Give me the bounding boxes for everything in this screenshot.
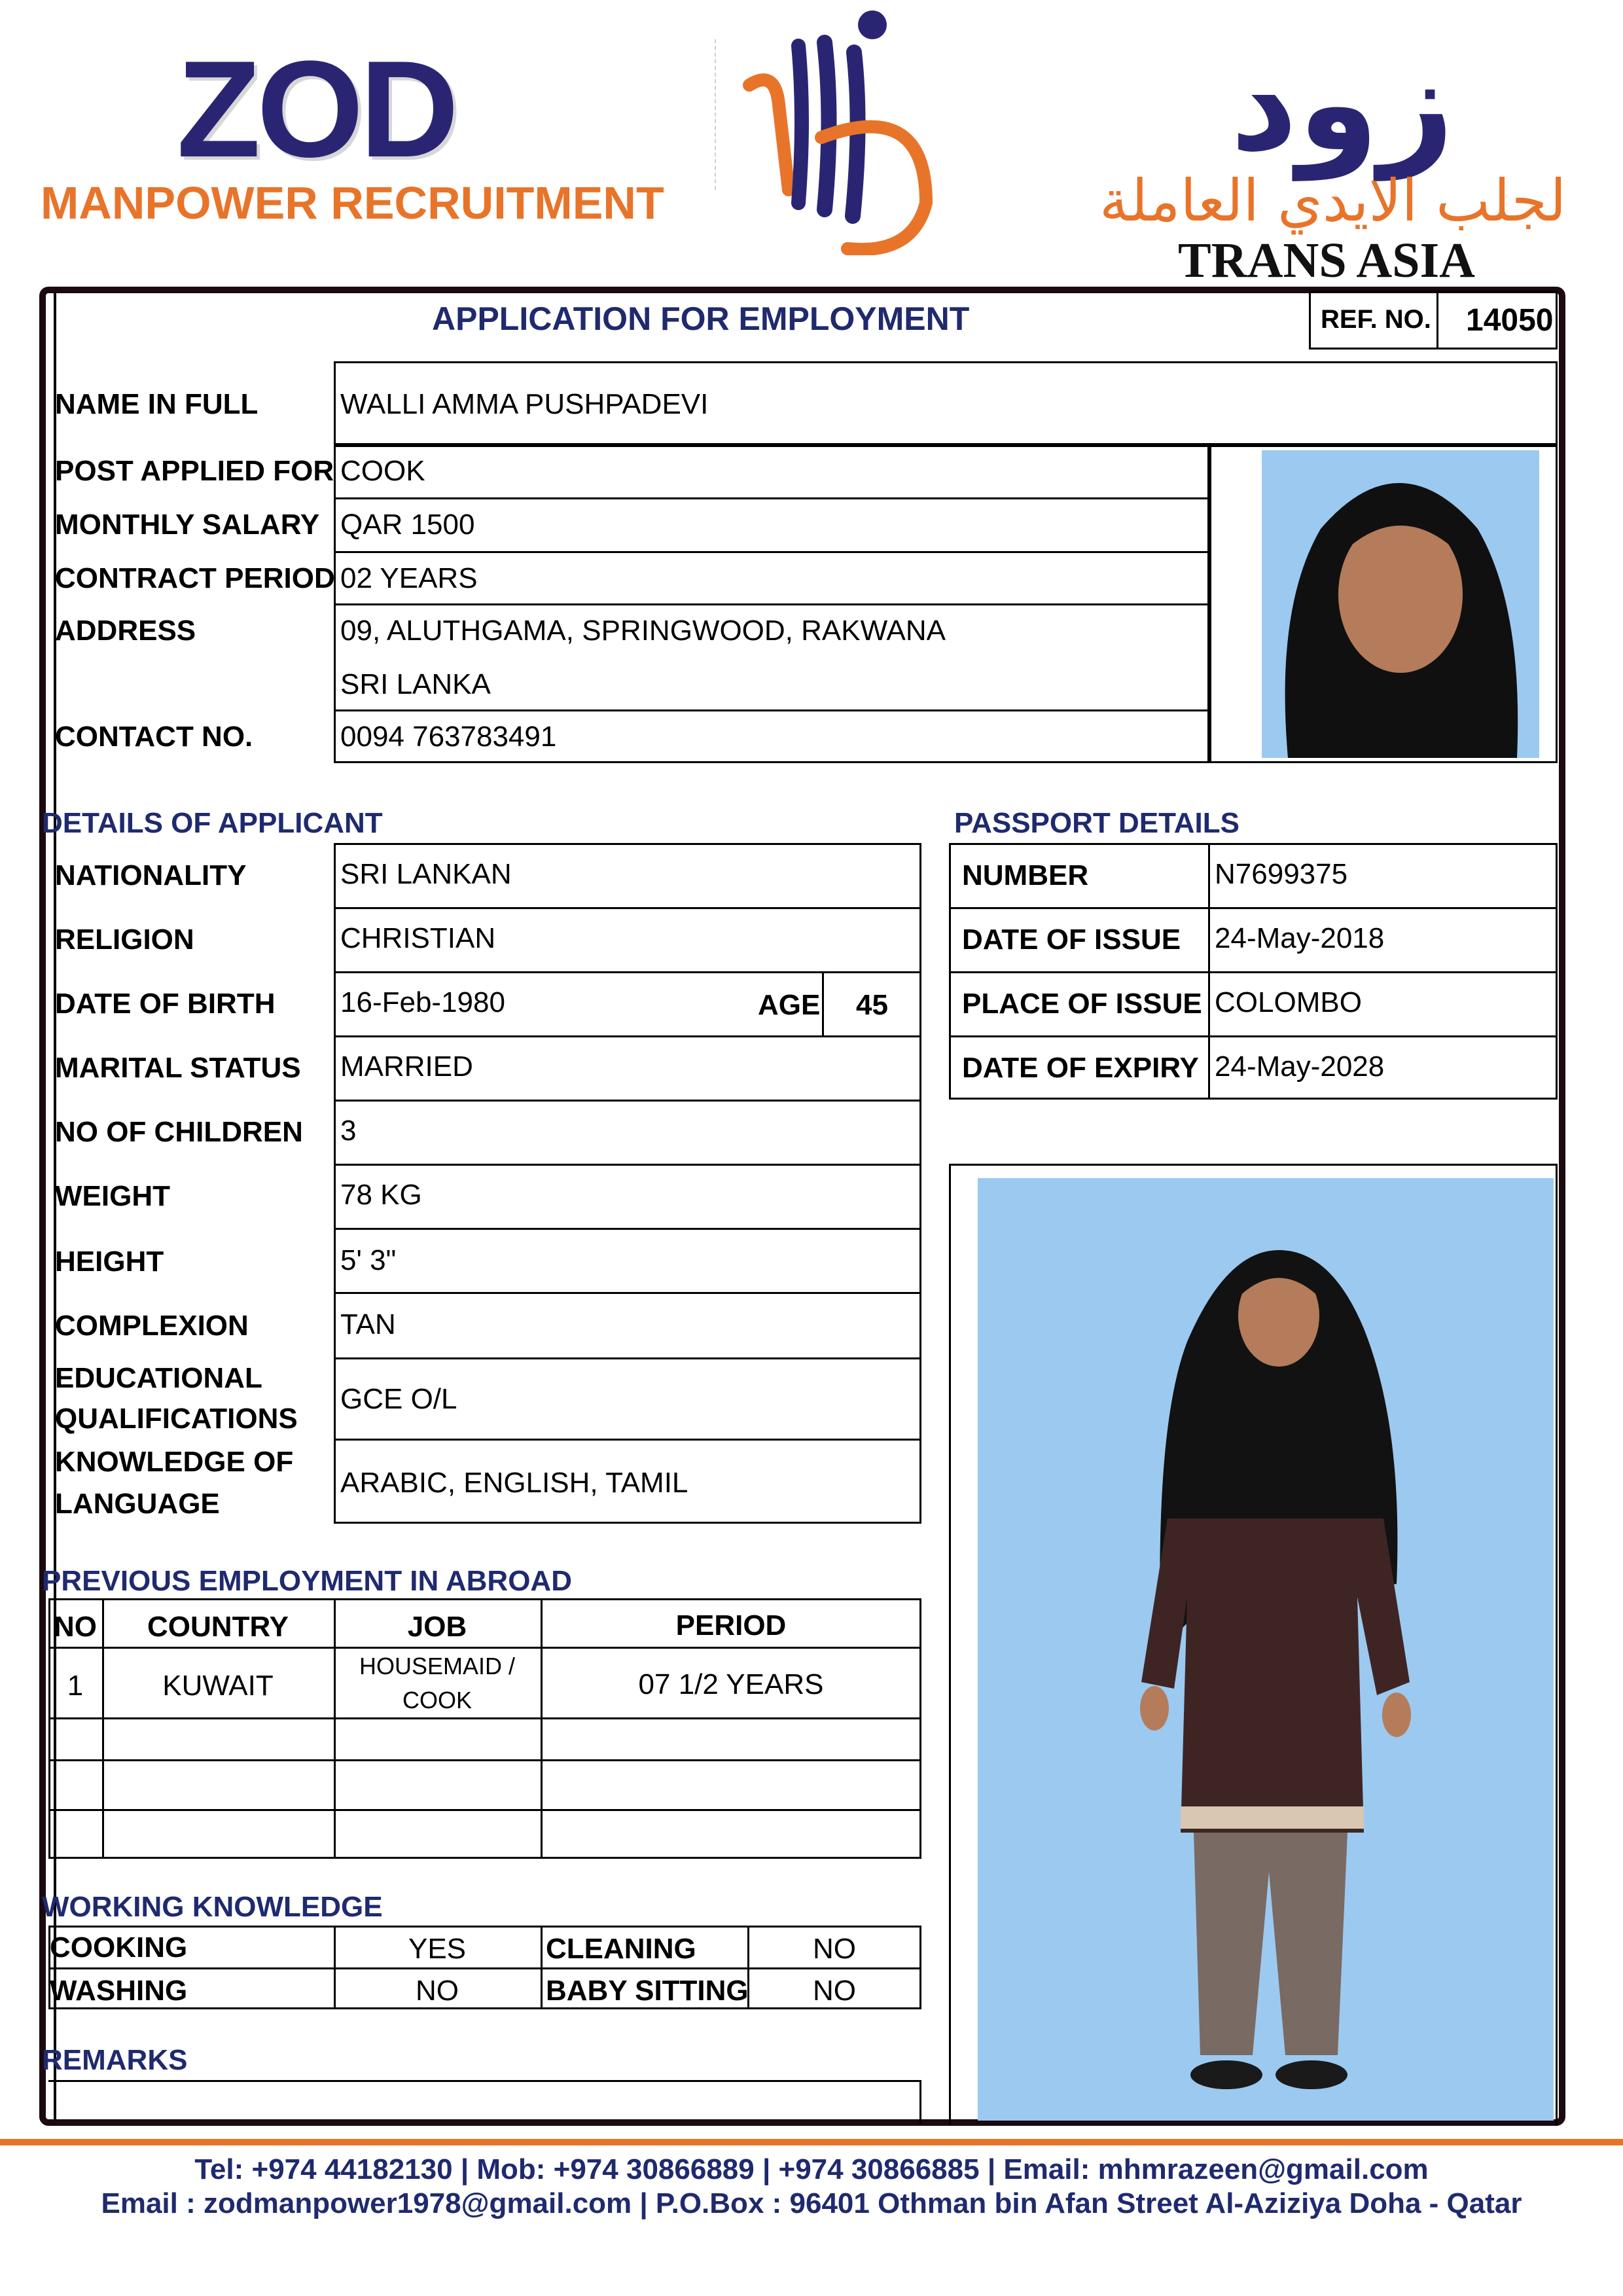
cooking-value: YES — [408, 1933, 467, 1965]
expiry-date-value: 24-May-2028 — [1215, 1050, 1385, 1083]
age-value: 45 — [856, 989, 888, 1021]
address-line2: SRI LANKA — [340, 668, 491, 700]
post-label: POST APPLIED FOR — [55, 455, 334, 487]
arabic-subtitle: لجلب الايدي العاملة — [1099, 167, 1567, 234]
post-value: COOK — [340, 455, 425, 487]
salary-value: QAR 1500 — [340, 509, 475, 541]
marital-value: MARRIED — [340, 1050, 473, 1083]
weight-label: WEIGHT — [55, 1180, 170, 1212]
col-country-header: COUNTRY — [147, 1611, 289, 1643]
religion-value: CHRISTIAN — [340, 922, 496, 954]
issue-date-label: DATE OF ISSUE — [962, 924, 1181, 956]
babysitting-value: NO — [813, 1975, 856, 2007]
contract-value: 02 YEARS — [340, 562, 478, 594]
complexion-label: COMPLEXION — [55, 1310, 249, 1342]
name-value: WALLI AMMA PUSHPADEVI — [340, 388, 709, 420]
ref-value: 14050 — [1466, 303, 1554, 338]
employment-row-job-line1: HOUSEMAID / — [359, 1653, 516, 1679]
col-period-header: PERIOD — [675, 1609, 787, 1641]
remarks-section-title: REMARKS — [42, 2044, 188, 2076]
nationality-value: SRI LANKAN — [340, 858, 512, 890]
contact-label: CONTACT NO. — [55, 721, 253, 753]
contract-label: CONTRACT PERIOD — [55, 562, 335, 594]
salary-label: MONTHLY SALARY — [55, 509, 320, 541]
header-divider — [715, 39, 716, 190]
expiry-date-label: DATE OF EXPIRY — [962, 1052, 1199, 1084]
washing-label: WASHING — [50, 1975, 188, 2007]
babysitting-label: BABY SITTING — [546, 1975, 749, 2007]
passport-number-label: NUMBER — [962, 859, 1089, 891]
issue-place-value: COLOMBO — [1215, 986, 1362, 1018]
religion-label: RELIGION — [55, 924, 194, 956]
issue-place-label: PLACE OF ISSUE — [962, 988, 1202, 1020]
col-no-header: NO — [54, 1611, 97, 1643]
footer-divider — [0, 2139, 1623, 2145]
washing-value: NO — [416, 1975, 459, 2007]
employment-row-no: 1 — [67, 1670, 84, 1702]
ref-label: REF. NO. — [1321, 305, 1431, 334]
education-label-2: QUALIFICATIONS — [55, 1403, 298, 1435]
language-label-1: KNOWLEDGE OF — [55, 1446, 294, 1478]
issue-date-value: 24-May-2018 — [1215, 922, 1385, 954]
weight-value: 78 KG — [340, 1179, 422, 1211]
name-label: NAME IN FULL — [55, 388, 259, 420]
height-value: 5' 3" — [340, 1244, 397, 1276]
height-label: HEIGHT — [55, 1246, 164, 1278]
nationality-label: NATIONALITY — [55, 859, 247, 891]
footer-contact-line: Tel: +974 44182130 | Mob: +974 30866889 | +974 30866885 | Email: mhmrazeen@gmail.com — [194, 2153, 1429, 2185]
fullbody-photo — [978, 1178, 1554, 2121]
arabic-logo-text: زود — [1230, 28, 1455, 181]
cooking-label: COOKING — [50, 1931, 188, 1964]
passport-number-value: N7699375 — [1215, 858, 1348, 890]
employment-row-period: 07 1/2 YEARS — [638, 1668, 824, 1700]
dob-value: 16-Feb-1980 — [340, 986, 505, 1018]
zod-logo-text: ZOD — [177, 32, 455, 186]
contact-value: 0094 763783491 — [340, 721, 557, 753]
employment-section-title: PREVIOUS EMPLOYMENT IN ABROAD — [42, 1565, 572, 1597]
passport-section-title: PASSPORT DETAILS — [954, 807, 1240, 839]
footer-address-line: Email : zodmanpower1978@gmail.com | P.O.Box : 96401 Othman bin Afan Street Al-Aziziya Doha - Qatar — [101, 2187, 1522, 2219]
col-job-header: JOB — [407, 1611, 467, 1643]
language-label-2: LANGUAGE — [55, 1488, 220, 1520]
employment-row-country: KUWAIT — [162, 1670, 274, 1702]
address-line1: 09, ALUTHGAMA, SPRINGWOOD, RAKWANA — [340, 615, 946, 647]
remarks-line — [48, 2080, 921, 2082]
marital-label: MARITAL STATUS — [55, 1052, 301, 1084]
employment-row-job-line2: COOK — [402, 1687, 472, 1713]
cleaning-label: CLEANING — [546, 1933, 696, 1965]
skills-section-title: WORKING KNOWLEDGE — [42, 1891, 383, 1923]
education-label-1: EDUCATIONAL — [55, 1362, 262, 1394]
age-label: AGE — [758, 989, 821, 1021]
portrait-photo — [1262, 450, 1539, 758]
language-value: ARABIC, ENGLISH, TAMIL — [340, 1467, 688, 1499]
logo-subtitle: MANPOWER RECRUITMENT — [41, 177, 664, 228]
applicant-section-title: DETAILS OF APPLICANT — [42, 807, 383, 839]
zod-figure-logo-icon — [730, 7, 946, 255]
children-value: 3 — [340, 1115, 357, 1147]
form-title: APPLICATION FOR EMPLOYMENT — [432, 300, 970, 337]
dob-label: DATE OF BIRTH — [55, 988, 276, 1020]
complexion-value: TAN — [340, 1308, 396, 1340]
cleaning-value: NO — [813, 1933, 856, 1965]
education-value: GCE O/L — [340, 1383, 457, 1415]
address-label: ADDRESS — [55, 615, 196, 647]
trans-asia-text: TRANS ASIA — [1178, 233, 1476, 288]
children-label: NO OF CHILDREN — [55, 1116, 303, 1148]
